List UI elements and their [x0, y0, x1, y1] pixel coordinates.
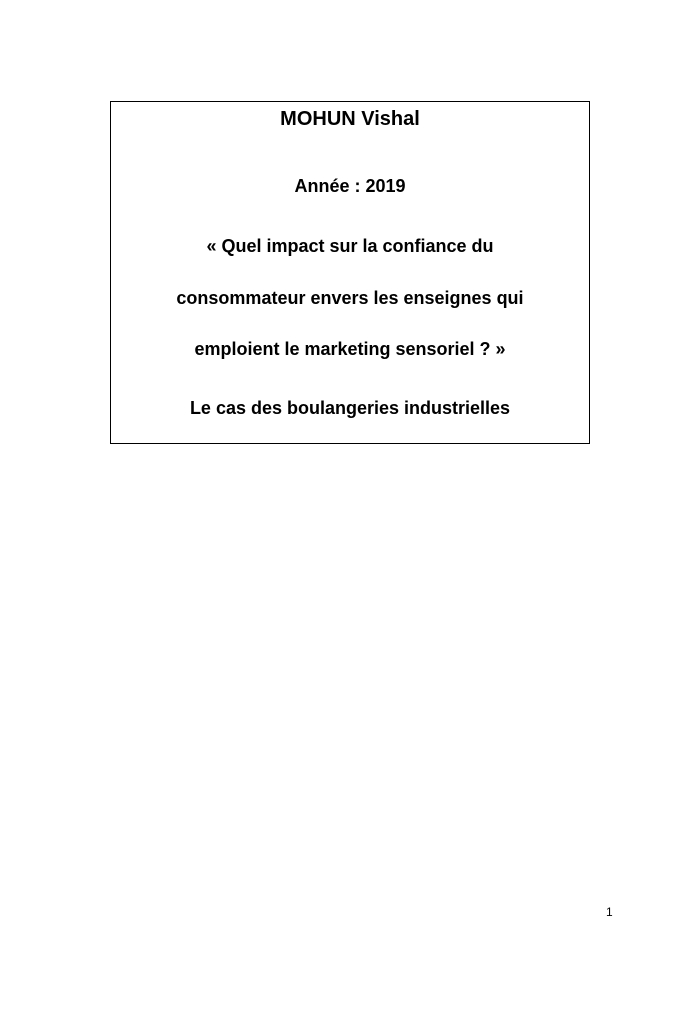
year-line: Année : 2019 — [294, 176, 406, 196]
page-number: 1 — [606, 905, 613, 919]
question-line-2: consommateur envers les enseignes qui — [176, 288, 524, 308]
question-line-1: « Quel impact sur la confiance du — [206, 236, 494, 256]
author-name: MOHUN Vishal — [280, 108, 420, 130]
question-line-3: emploient le marketing sensoriel ? » — [194, 339, 506, 359]
subtitle: Le cas des boulangeries industrielles — [189, 398, 511, 418]
title-box — [110, 101, 590, 444]
